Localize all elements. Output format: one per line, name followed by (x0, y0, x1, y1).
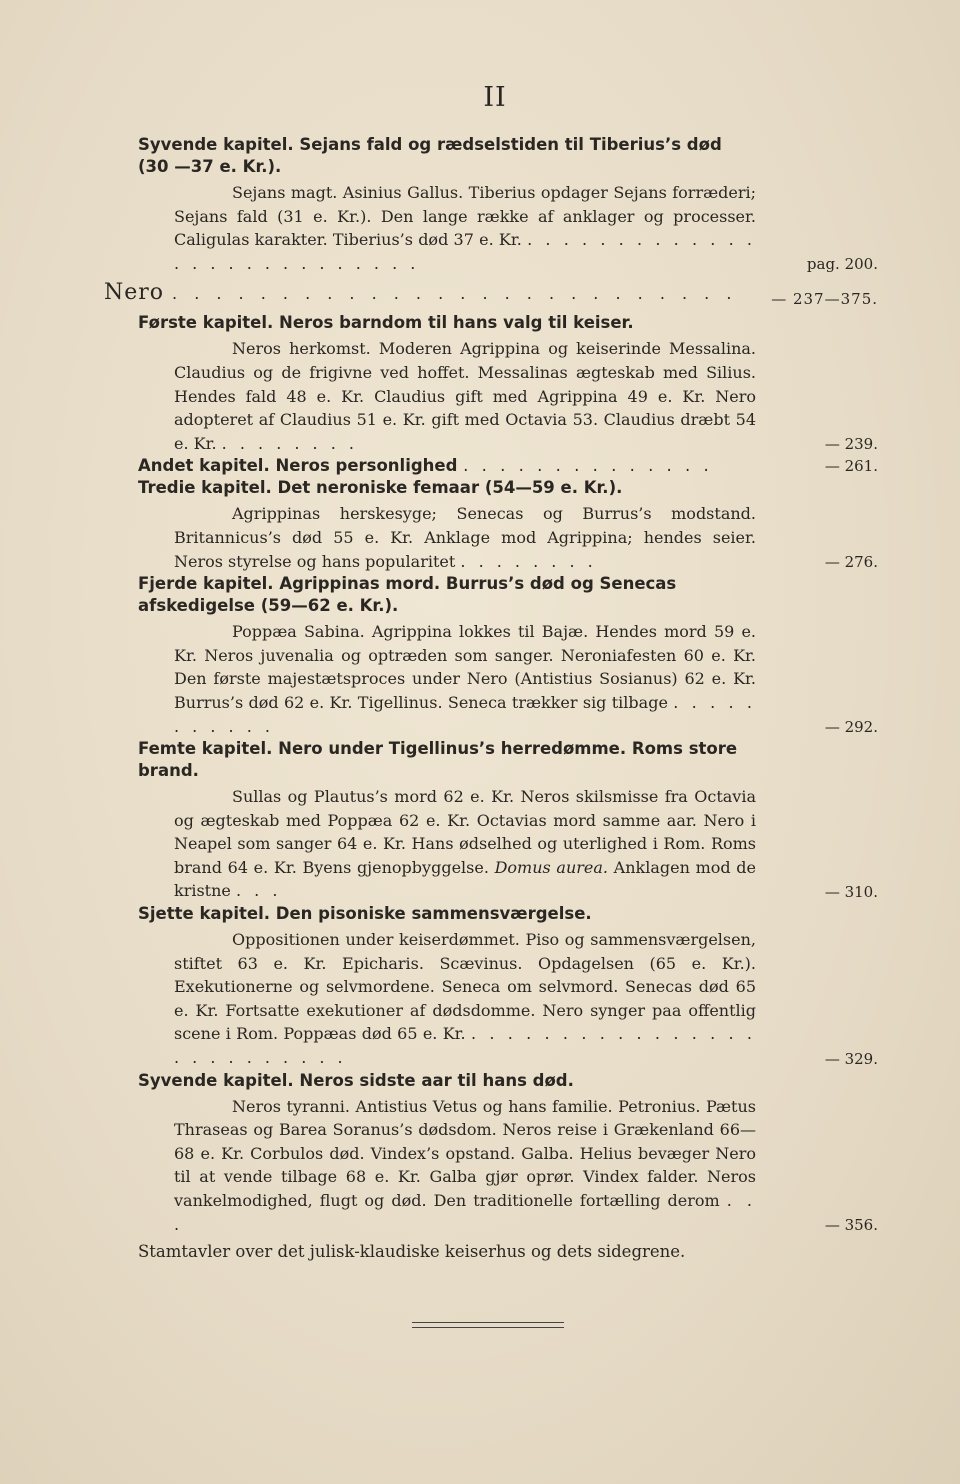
page-reference: — 292. (824, 718, 878, 737)
leader-dots: . . . . . . . . . . . . . . . . . . . . . . . . . . . (174, 230, 756, 273)
chapter-summary: Poppæa Sabina. Agrippina lokkes til Bajæ. Hendes mord 59 e. Kr. Neros juvenalia og optræden som sanger. Neroniafesten 60 e. Kr. Den første majestætsproces under Nero (Antistius Sosianus) 62 e. Kr. Burrus’s død 62 e. Kr. Tigellinus. Seneca trækker sig tilbage . . . . . . . . . . . (174, 622, 757, 736)
chapter-heading: Fjerde kapitel. Agrippinas mord. Burrus’s død og Senecas afskedigelse (59—62 e. Kr.). (138, 574, 677, 616)
toc-entry-ch2 (138, 455, 878, 477)
toc-entry-ch7-tiberius (138, 134, 878, 275)
page-reference: — 239. (824, 435, 878, 454)
chapter-heading: Tredie kapitel. Det neroniske femaar (54—59 e. Kr.). (138, 478, 623, 498)
chapter-heading: Syvende kapitel. Sejans fald og rædselstiden til Tiberius’s død (30 —37 e. Kr.). (138, 135, 722, 176)
page-reference: — 329. (824, 1049, 878, 1068)
genealogy-line: Stamtavler over det julisk-klaudiske keiserhus og dets sidegrene. (138, 1242, 686, 1262)
chapter-summary: Neros herkomst. Moderen Agrippina og keiserinde Messalina. Claudius og de frigivne ved hoffet. Messalinas ægteskab med Silius. Hendes fald 48 e. Kr. Claudius gift med Agrippina 49 e. Kr. Nero adopteret af Claudius 51 e. Kr. gift med Octavia 53. Claudius dræbt 54 e. Kr. . . . . . . . . (174, 339, 756, 453)
leader-dots: . . . . . . . . . . . (174, 692, 757, 736)
leader-dots: . . . . . . . . (221, 433, 358, 453)
chapter-summary: Sejans magt. Asinius Gallus. Tiberius opdager Sejans forræderi; Sejans fald (31 e. Kr.). Den lange række af anklager og processer. Caligulas karakter. Tiberius’s død 37 e. Kr. . . . . . . . . . . . . . . . . . . . . . . . . . . . (174, 183, 756, 273)
table-of-contents (104, 134, 878, 1281)
page-reference: — 261. (824, 457, 878, 476)
toc-entry-ch3 (138, 477, 878, 573)
toc-entry-ch7-nero (138, 1070, 878, 1237)
toc-entry-ch5 (138, 738, 878, 903)
toc-entry-ch6 (138, 903, 878, 1070)
toc-entry-ch4 (138, 573, 878, 738)
chapter-heading: Sjette kapitel. Den pisoniske sammensværgelse. (138, 904, 592, 924)
chapter-summary: Neros tyranni. Antistius Vetus og hans familie. Petronius. Pætus Thraseas og Barea Soranus’s dødsdom. Neros reise i Grækenland 66—68 e. Kr. Corbulos død. Vindex’s opstand. Galba. Helius bevæger Nero til at vende tilbage 68 e. Kr. Galba gjør oprør. Vindex falder. Neros vankelmodighed, flugt og død. Den traditionelle fortælling derom . . . (174, 1096, 757, 1234)
page-number: II (483, 82, 507, 113)
toc-section-nero (104, 279, 878, 308)
divider-rule (412, 1327, 564, 1328)
chapter-heading: Første kapitel. Neros barndom til hans valg til keiser. (138, 313, 634, 333)
leader-dots: . . . . . . . . (460, 551, 597, 571)
chapter-summary: Agrippinas herskesyge; Senecas og Burrus’s modstand. Britannicus’s død 55 e. Kr. Anklage mod Agrippina; hendes seier. Neros styrelse og hans popularitet . . . . . . . . (174, 504, 756, 571)
section-title: Nero (104, 280, 165, 306)
italic-title: Domus aurea. (494, 857, 608, 877)
chapter-summary: Oppositionen under keiserdømmet. Piso og sammensværgelsen, stiftet 63 e. Kr. Epicharis. Scævinus. Opdagelsen (65 e. Kr.). Exekutionerne og selvmordene. Seneca om selvmord. Senecas død 65 e. Kr. Fortsatte exekutioner af dødsdomme. Nero synger paa offentlig scene i Rom. Poppæas død 65 e. Kr. . . . . . . . . . . . . . . . . . . . . . . . . . . (174, 930, 756, 1068)
divider-rule (412, 1322, 564, 1323)
page-reference: pag. 200. (806, 255, 878, 274)
chapter-heading: Andet kapitel. Neros personlighed . . . . . . . . . . . . . . (138, 456, 713, 476)
toc-entry-ch1 (138, 312, 878, 455)
chapter-heading: Syvende kapitel. Neros sidste aar til hans død. (138, 1070, 574, 1090)
chapter-heading: Femte kapitel. Nero under Tigellinus’s herredømme. Roms store brand. (138, 739, 738, 781)
leader-dots: . . . . . . . . . . . . . . . . . . . . . . . . . . (174, 1024, 756, 1068)
leader-dots: . . . (174, 1191, 757, 1234)
leader-dots: . . . . . . . . . . . . . . . . . . . . . . . . . . (172, 284, 738, 304)
page-reference: — 356. (824, 1216, 878, 1235)
page-reference: — 237—375. (771, 290, 878, 309)
leader-dots: . . . . . . . . . . . . . . (463, 456, 713, 476)
page-reference: — 310. (824, 883, 878, 902)
leader-dots: . . . (235, 881, 282, 901)
page-reference: — 276. (824, 553, 878, 572)
chapter-summary: Sullas og Plautus’s mord 62 e. Kr. Neros skilsmisse fra Octavia og ægteskab med Poppæa 62 e. Kr. Octavias mord samme aar. Nero i Neapel som sanger 64 e. Kr. Hans ødselhed og uterlighed i Rom. Roms brand 64 e. Kr. Byens gjenopbyggelse. Domus aurea. Anklagen mod de kristne . . . (174, 787, 756, 901)
